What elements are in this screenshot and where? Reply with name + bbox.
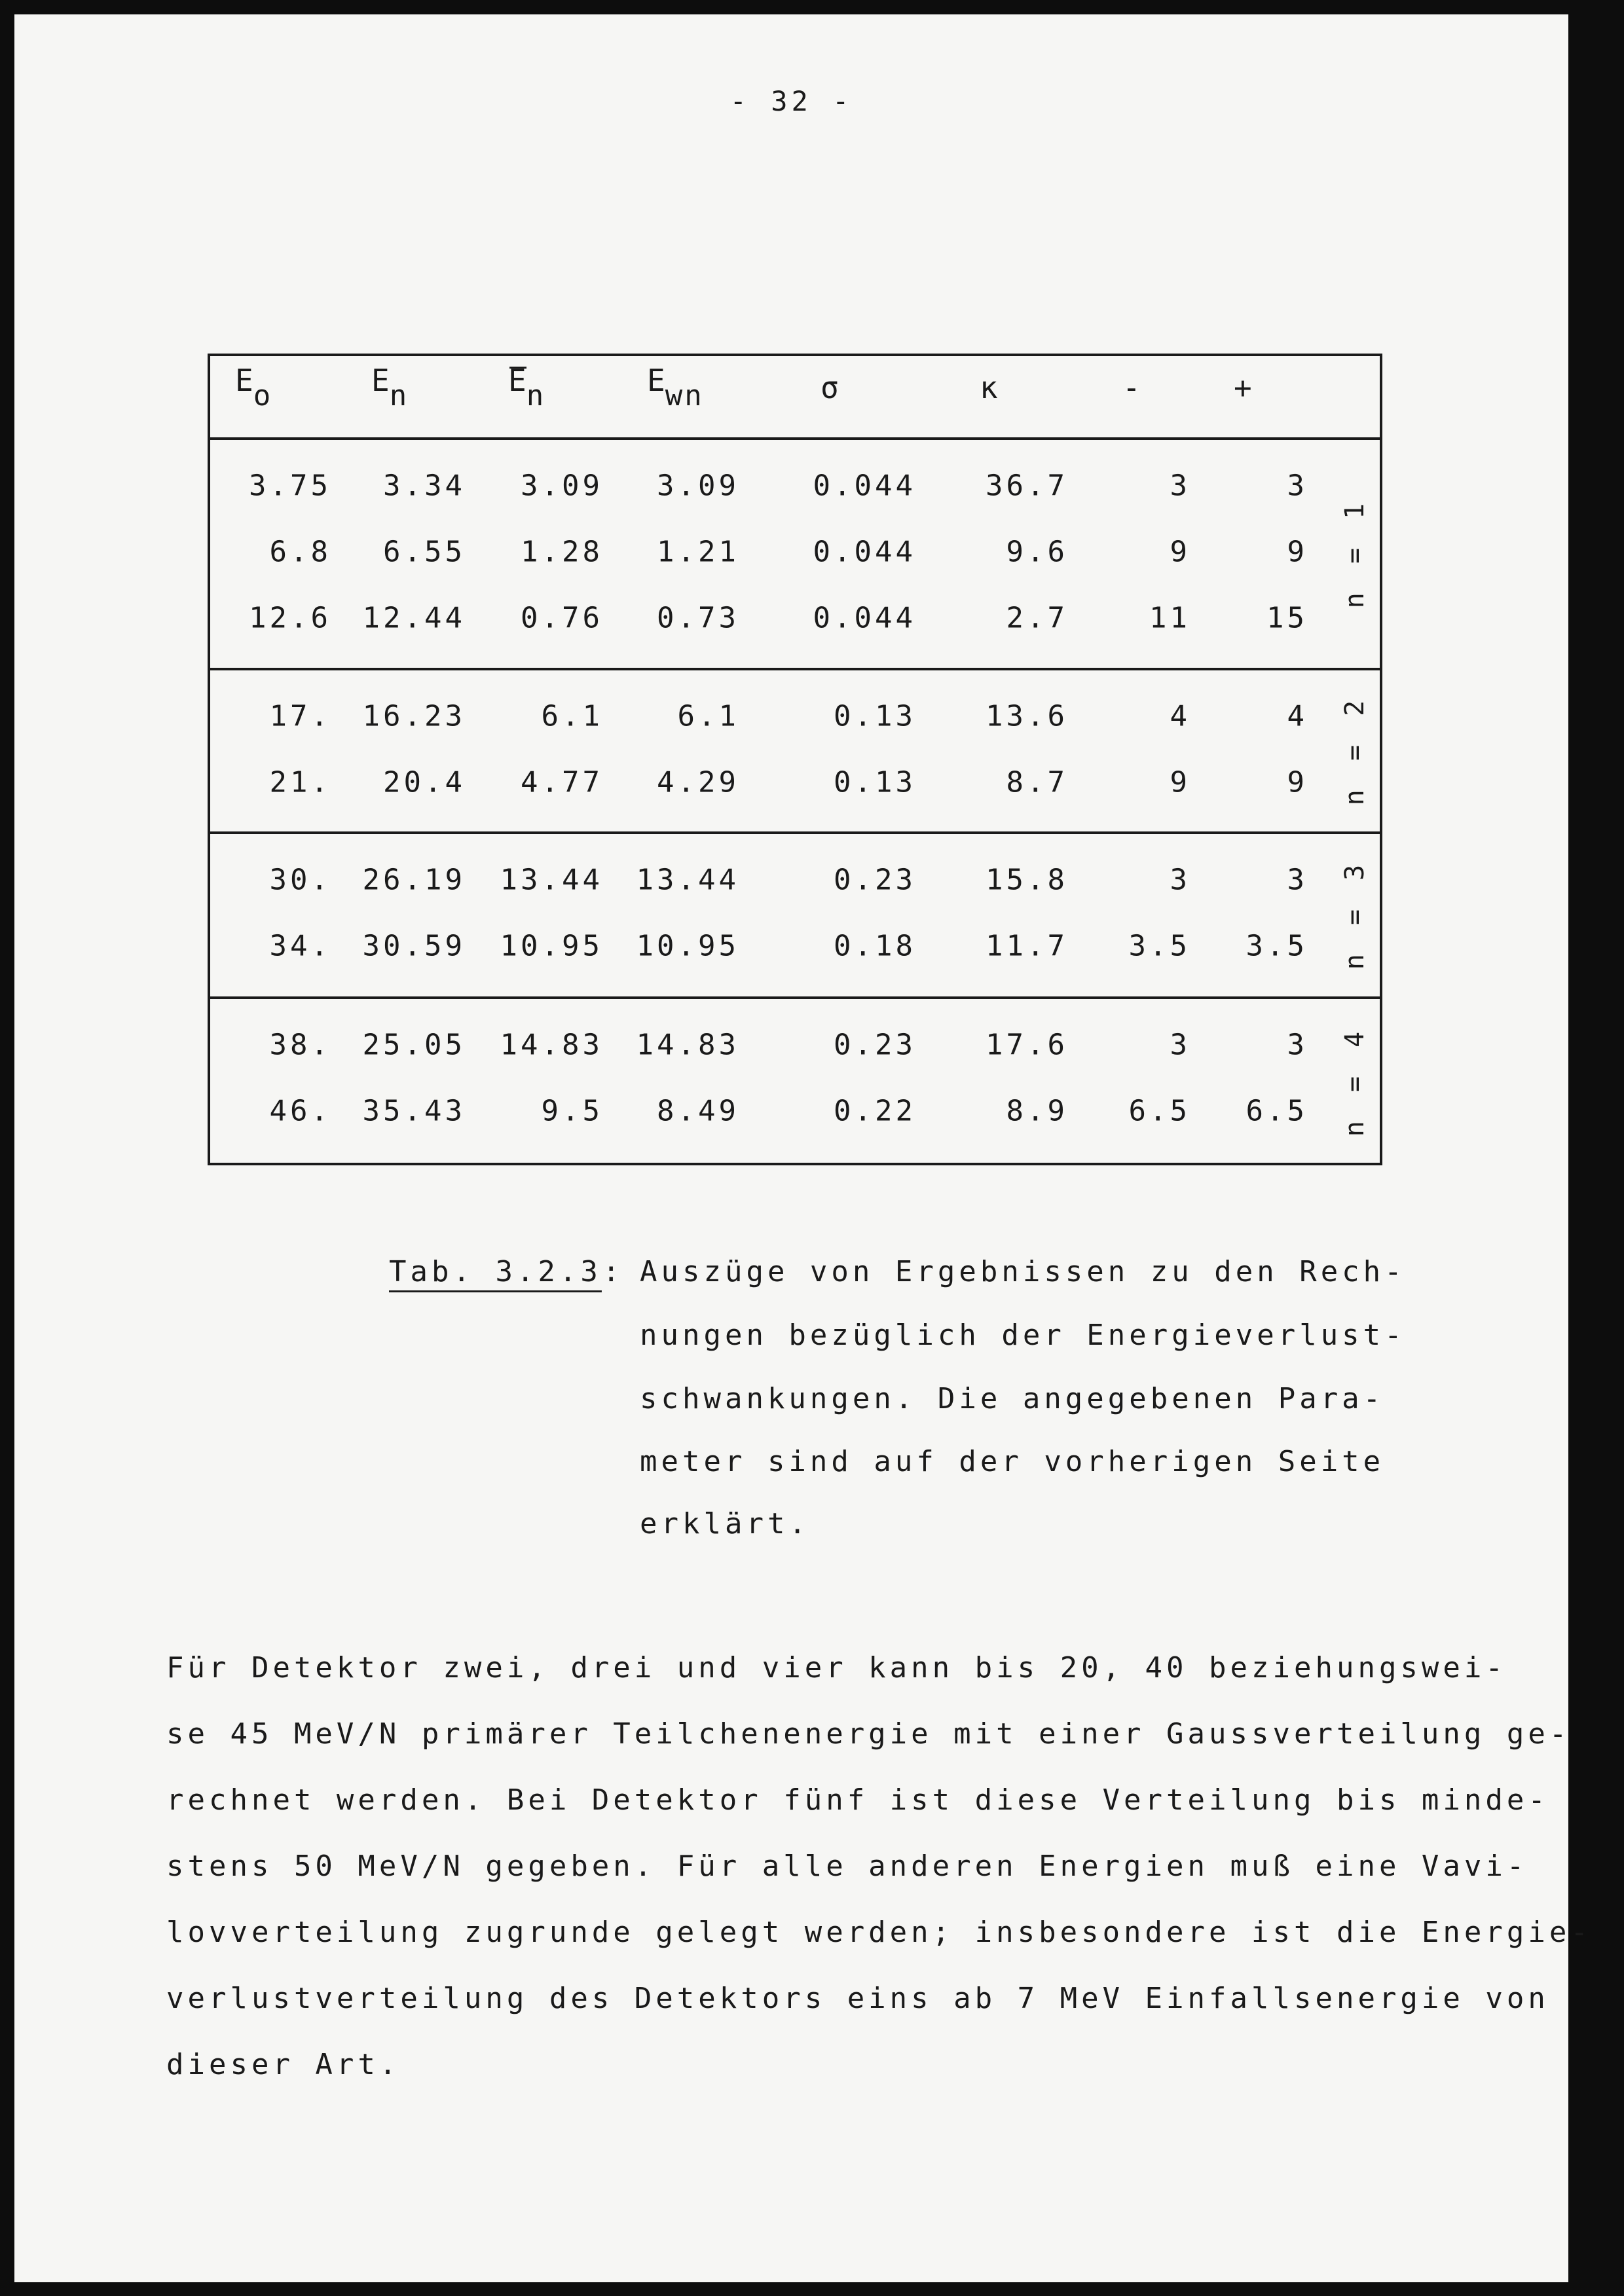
header-minus: - [1122, 370, 1141, 405]
caption-line: Auszüge von Ergebnissen zu den Rech- [640, 1255, 1406, 1288]
table-cell: 6.5 [1246, 1094, 1308, 1128]
table-cell: 15.8 [986, 863, 1068, 897]
table-cell: 4 [1287, 699, 1308, 733]
caption-line: erklärt. [640, 1507, 810, 1540]
table-cell: 16.23 [362, 699, 466, 733]
table-cell: 10.95 [500, 929, 603, 963]
table-cell: 17. [269, 699, 331, 733]
table-cell: 3.34 [383, 469, 466, 503]
table-cell: 4.77 [521, 765, 603, 799]
table-cell: 11.7 [986, 929, 1068, 963]
table-cell: 8.49 [657, 1094, 739, 1128]
table-cell: 2.7 [1006, 601, 1068, 635]
table-cell: 20.4 [383, 765, 466, 799]
table-cell: 30.59 [362, 929, 466, 963]
header-sigma: σ [821, 370, 839, 405]
table-cell: 13.6 [986, 699, 1068, 733]
table-cell: 8.9 [1006, 1094, 1068, 1128]
table-cell: 9 [1287, 765, 1308, 799]
table-cell: 9 [1170, 535, 1190, 569]
header-plus: + [1234, 370, 1252, 405]
body-line: lovverteilung zugrunde gelegt werden; insbesondere ist die Energie- [166, 1916, 1592, 1949]
table-cell: 3.5 [1246, 929, 1308, 963]
header-en: $E_n$ [371, 363, 409, 412]
table-cell: 0.23 [834, 863, 916, 897]
table-cell: 0.044 [813, 469, 916, 503]
table-cell: 9 [1170, 765, 1190, 799]
table-cell: 6.1 [541, 699, 603, 733]
table-cell: 30. [269, 863, 331, 897]
table-cell: 3.09 [657, 469, 739, 503]
table-cell: 4.29 [657, 765, 739, 799]
table-cell: 1.21 [657, 535, 739, 569]
body-line: se 45 MeV/N primärer Teilchenenergie mit einer Gaussverteilung ge- [166, 1717, 1571, 1751]
table-cell: 13.44 [636, 863, 739, 897]
header-divider [210, 437, 1380, 440]
table-cell: 3 [1287, 863, 1308, 897]
table-cell: 0.044 [813, 535, 916, 569]
table-cell: 0.22 [834, 1094, 916, 1128]
table-cell: 8.7 [1006, 765, 1068, 799]
header-e0: $E_o$ [235, 363, 273, 412]
table-cell: 14.83 [500, 1028, 603, 1062]
group-divider [210, 996, 1380, 999]
table-cell: 6.5 [1128, 1094, 1190, 1128]
body-line: stens 50 MeV/N gegeben. Für alle anderen Energien muß eine Vavi- [166, 1850, 1528, 1883]
table-cell: 0.23 [834, 1028, 916, 1062]
group-label: n = 3 [1340, 858, 1370, 970]
table-cell: 34. [269, 929, 331, 963]
table-cell: 46. [269, 1094, 331, 1128]
body-line: dieser Art. [166, 2048, 401, 2081]
table-cell: 0.73 [657, 601, 739, 635]
table-cell: 15 [1266, 601, 1308, 635]
table-cell: 12.44 [362, 601, 466, 635]
body-line: verlustverteilung des Detektors eins ab 7 MeV Einfallsenergie von [166, 1982, 1549, 2015]
table-cell: 3.75 [249, 469, 331, 503]
table-cell: 9 [1287, 535, 1308, 569]
table-cell: 0.18 [834, 929, 916, 963]
header-ewn: $E_{wn}$ [647, 363, 704, 412]
caption-line: schwankungen. Die angegebenen Para- [640, 1382, 1385, 1415]
table-cell: 6.55 [383, 535, 466, 569]
table-cell: 38. [269, 1028, 331, 1062]
table-cell: 35.43 [362, 1094, 466, 1128]
table-cell: 1.28 [521, 535, 603, 569]
table-cell: 4 [1170, 699, 1190, 733]
caption-tag: Tab. 3.2.3 [389, 1255, 602, 1288]
table-cell: 12.6 [249, 601, 331, 635]
group-label: n = 2 [1340, 693, 1370, 806]
caption-colon: : [602, 1255, 624, 1288]
table-cell: 14.83 [636, 1028, 739, 1062]
table-cell: 21. [269, 765, 331, 799]
table-cell: 3 [1170, 1028, 1190, 1062]
table-cell: 0.13 [834, 699, 916, 733]
table-cell: 3 [1287, 469, 1308, 503]
results-table [208, 354, 1382, 1165]
group-label: n = 1 [1340, 496, 1370, 609]
table-cell: 26.19 [362, 863, 466, 897]
table-cell: 3.09 [521, 469, 603, 503]
table-cell: 0.76 [521, 601, 603, 635]
document-page [14, 14, 1592, 2282]
group-label: n = 4 [1340, 1025, 1370, 1137]
table-cell: 10.95 [636, 929, 739, 963]
table-cell: 3 [1170, 469, 1190, 503]
header-kappa: κ [980, 370, 998, 405]
table-cell: 9.5 [541, 1094, 603, 1128]
table-cell: 13.44 [500, 863, 603, 897]
caption-line: nungen bezüglich der Energieverlust- [640, 1319, 1406, 1352]
table-cell: 25.05 [362, 1028, 466, 1062]
table-cell: 6.1 [677, 699, 739, 733]
table-cell: 3.5 [1128, 929, 1190, 963]
group-divider [210, 831, 1380, 834]
body-line: rechnet werden. Bei Detektor fünf ist diese Verteilung bis minde- [166, 1783, 1549, 1817]
table-cell: 0.044 [813, 601, 916, 635]
table-cell: 36.7 [986, 469, 1068, 503]
table-cell: 3 [1170, 863, 1190, 897]
header-en-bar: $E_n$ [508, 363, 546, 412]
table-cell: 3 [1287, 1028, 1308, 1062]
table-cell: 0.13 [834, 765, 916, 799]
table-cell: 11 [1149, 601, 1190, 635]
page-number: - 32 - [729, 85, 853, 117]
table-cell: 17.6 [986, 1028, 1068, 1062]
body-line: Für Detektor zwei, drei und vier kann bis 20, 40 beziehungswei- [166, 1651, 1507, 1685]
table-cell: 9.6 [1006, 535, 1068, 569]
group-divider [210, 668, 1380, 670]
table-cell: 6.8 [269, 535, 331, 569]
caption-line: meter sind auf der vorherigen Seite [640, 1445, 1385, 1478]
